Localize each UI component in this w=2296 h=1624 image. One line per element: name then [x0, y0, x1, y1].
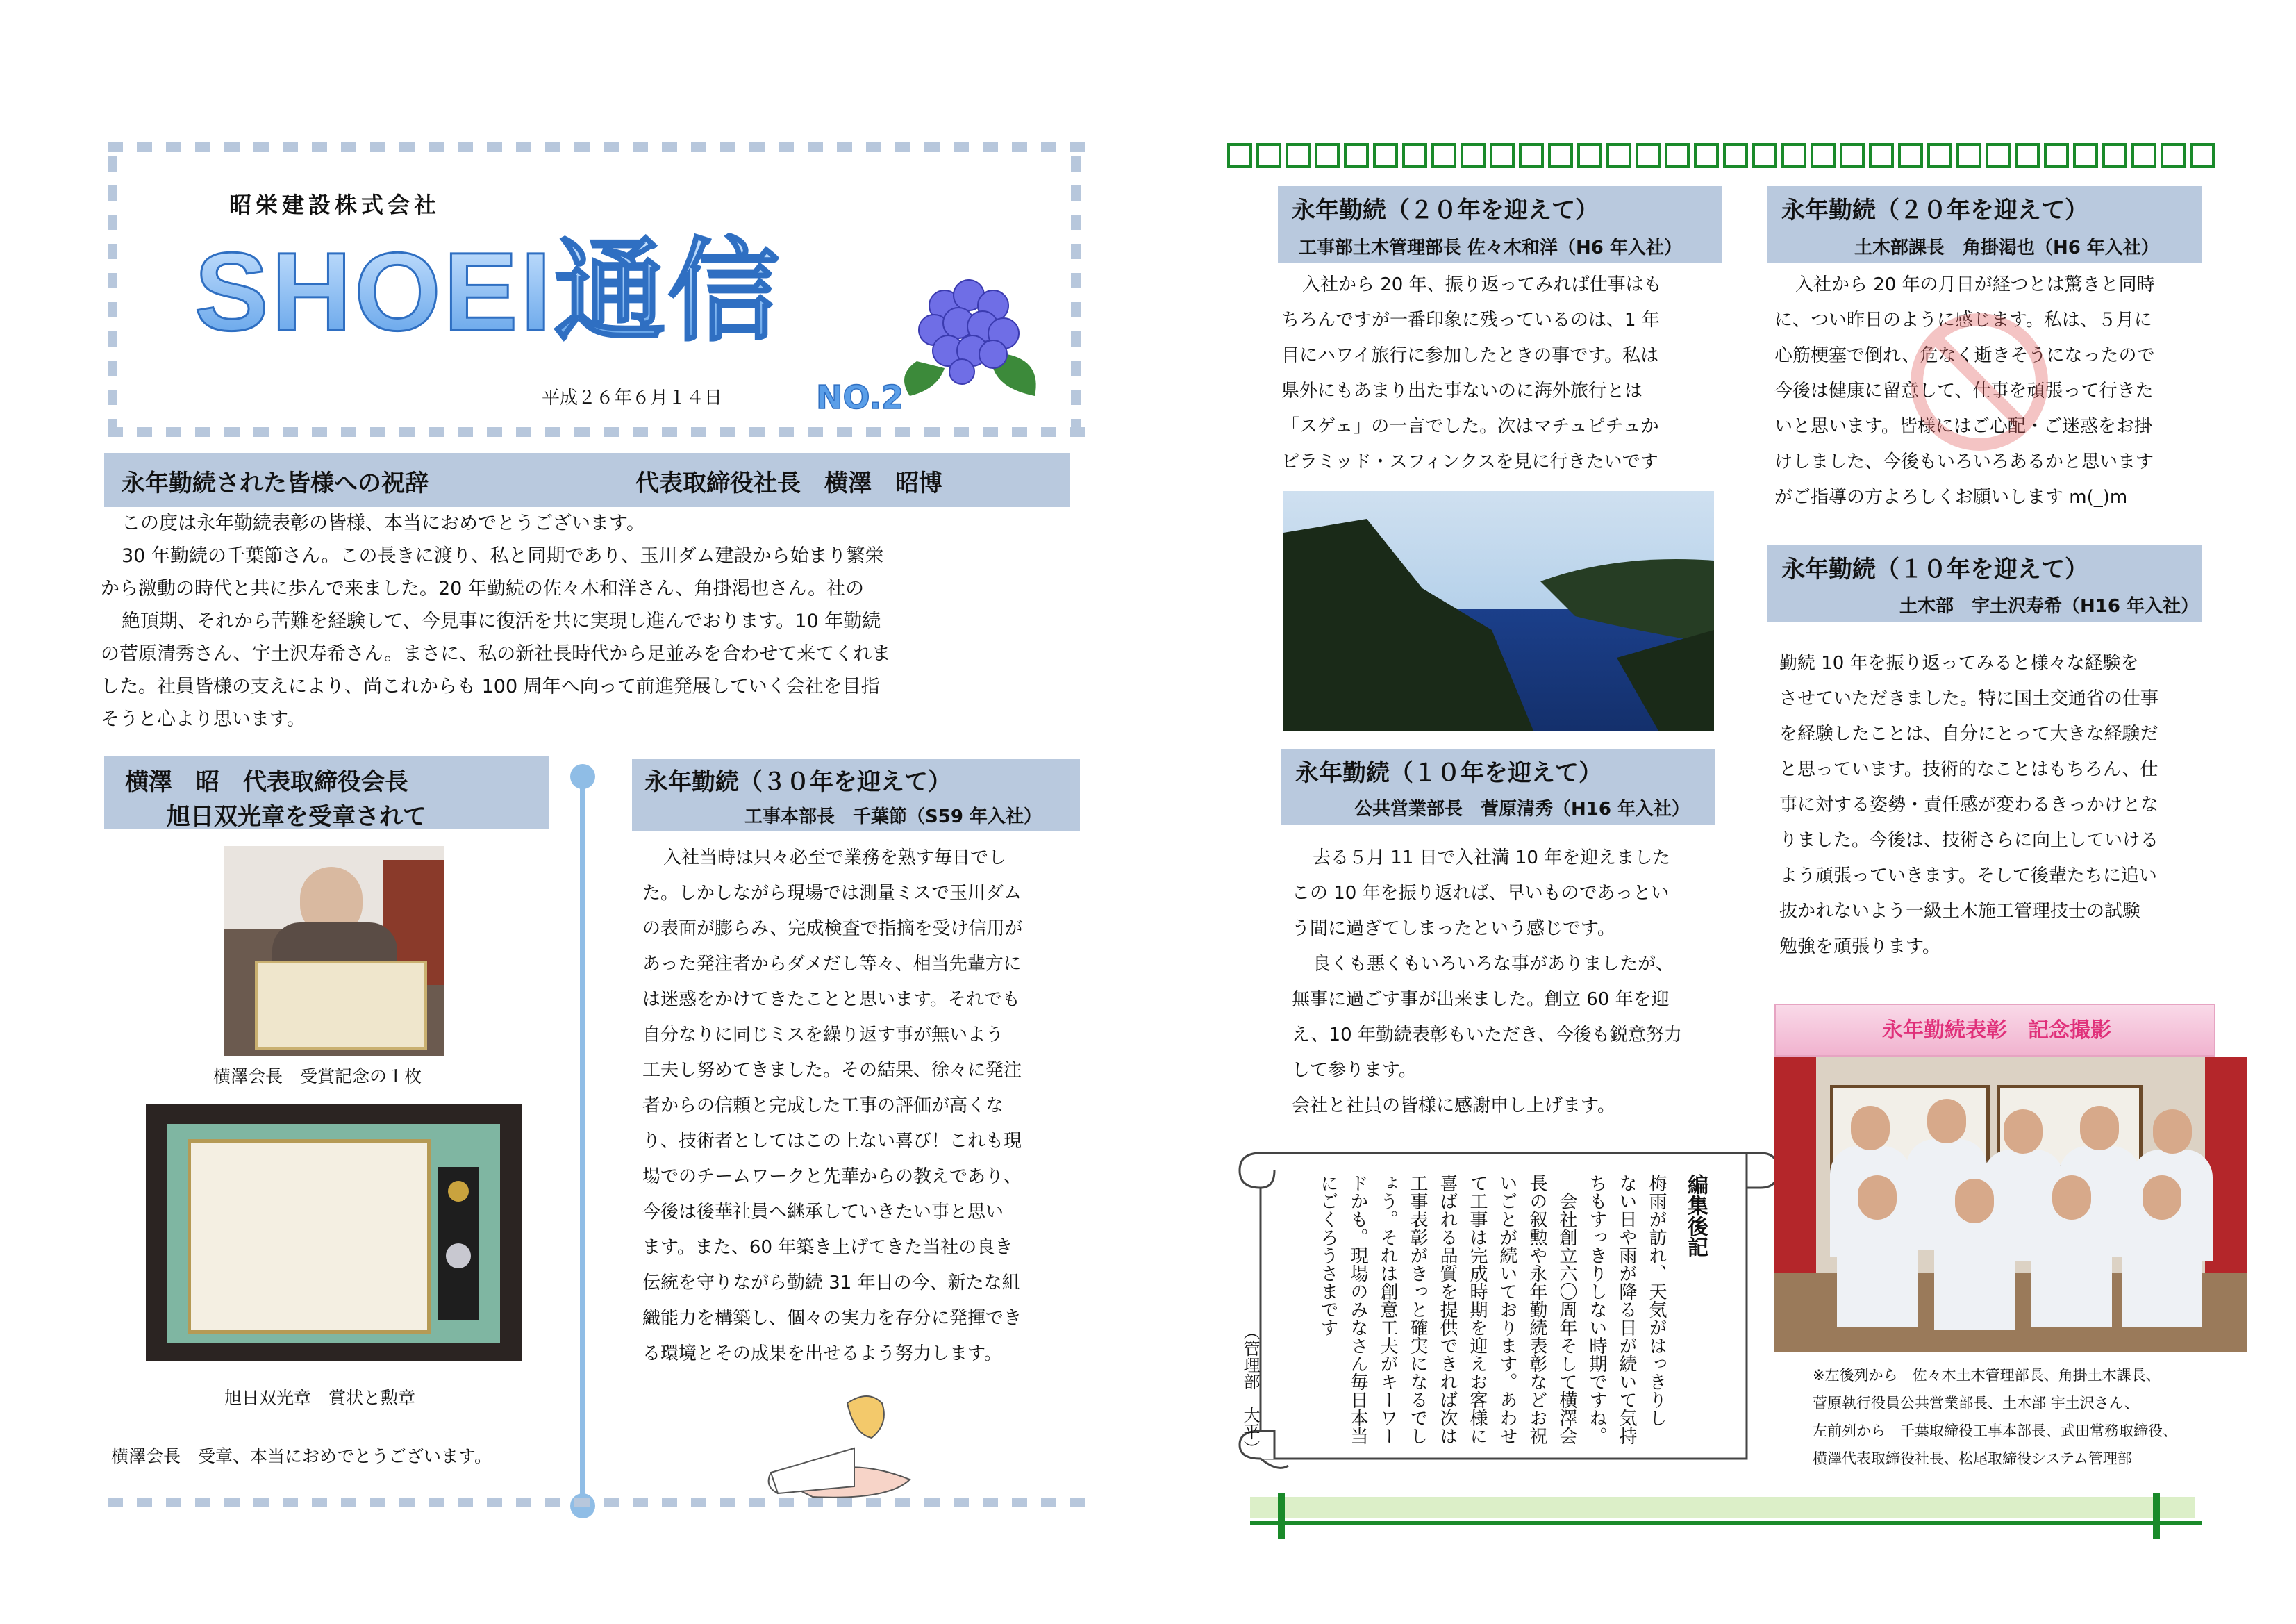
article20a-author: 工事部土木管理部長 佐々木和洋（H6 年入社） — [1299, 238, 1682, 258]
chairman-photo — [224, 846, 444, 1056]
article20b-author: 土木部課長 角掛渇也（H6 年入社） — [1854, 238, 2159, 258]
timeline-line — [580, 777, 585, 1513]
article20a-text: 入社から 20 年、振り返ってみれば仕事はも ちろんですが一番印象に残っているのは、1 年 目にハワイ旅行に参加したときの事です。私は 県外にもあまり出た事ないのに海外旅行とは 「スゲェ」の一言でした。次はマチュピチュか ピラミッド・スフィンクスを見に行きたいです — [1281, 274, 1662, 472]
article30-title: 永年勤続（３０年を迎えて） — [644, 768, 951, 796]
article20a-title: 永年勤続（２０年を迎えて） — [1292, 197, 1599, 224]
green-bottom-line — [1250, 1521, 2202, 1525]
article20b-title: 永年勤続（２０年を迎えて） — [1781, 197, 2088, 224]
bottom-dotted-border — [104, 1492, 1090, 1513]
greeting-text: この度は永年勤続表彰の皆様、本当におめでとうございます。 30 年勤続の千葉節さん。この長きに渡り、私と同期であり、玉川ダム建設から始まり繁栄 から激動の時代と共に歩んで来ました。20 年勤続の佐々木和洋さん、角掛渇也さん。社の 絶頂期、それから苦難を経験して、今見事に復活を共に実現し進んでおります。10 年勤続 の菅原清秀さん、宇土沢寿希さん。まさに、私の新社長時代から足並みを合わせて来てくれま した。社員皆様の支えにより、尚これからも 100 周年へ向って前進発展していく会社を目指 そうと心より思います。 — [101, 513, 891, 730]
company-name: 昭栄建設株式会社 — [229, 192, 441, 218]
greeting-author: 代表取締役社長 横澤 昭博 — [635, 470, 942, 497]
article10a-author: 公共営業部長 菅原清秀（H16 年入社） — [1354, 799, 1690, 820]
article30-author: 工事本部長 千葉節（S59 年入社） — [744, 806, 1042, 827]
chairman-photo-caption: 横澤会長 受賞記念の１枚 — [213, 1066, 422, 1086]
certificate-photo — [146, 1104, 522, 1361]
svg-text:SHOEI通信: SHOEI通信 — [194, 229, 782, 354]
issue-date: 平成２６年６月１４日 — [542, 388, 723, 408]
group-photo — [1774, 1057, 2247, 1352]
article10b-title: 永年勤続（１０年を迎えて） — [1781, 556, 2088, 583]
award-congratulation: 横澤会長 受章、本当におめでとうございます。 — [111, 1446, 492, 1466]
issue-number: NO.2 — [816, 379, 904, 416]
green-bottom-cap-left — [1278, 1493, 1285, 1539]
article10b-author: 土木部 宇土沢寿希（H16 年入社） — [1899, 596, 2199, 617]
hydrangea-icon — [889, 257, 1049, 403]
green-bottom-cap-right — [2153, 1493, 2160, 1539]
editorial-signature: （管理部 大平） — [1240, 1323, 1260, 1457]
editorial-text: 梅雨が訪れ、天気がはっきりし ない日や雨が降る日が続いて気持 ちもすっきりしない時期ですね。 会社創立六〇周年そして横澤会 長の叙勲や永年勤続表彰などお祝 いごとが続いております。あわせ て工事は完成時期を迎えお客様に 喜ばれる品質を提供できれば次は 工事表彰がきっと確実になるでし ょう。それは創意工夫がキーワー ドかも。現場のみなさん毎日本当 にごくろうさまです — [1317, 1174, 1667, 1445]
masthead-title — [188, 219, 868, 358]
timeline-dot-top — [570, 764, 595, 789]
reading-woman-illustration — [750, 1382, 931, 1500]
green-square-border — [1226, 139, 2226, 174]
article10b-text: 勤続 10 年を振り返ってみると様々な経験を させていただきました。特に国土交通省の仕事 を経験したことは、自分にとって大きな経験だ と思っています。技術的なことはもちろん、仕 事に対する姿勢・責任感が変わるきっかけとな りました。今後は、技術さらに向上していける よう頑張っていきます。そして後輩たちに追い 抜かれないよう一級土木施工管理技士の試験 勉強を頑張ります。 — [1779, 653, 2159, 957]
greeting-heading: 永年勤続された皆様への祝辞 — [122, 470, 429, 497]
article20b-text: 入社から 20 年の月日が経つとは驚きと同時 に、つい昨日のように感じます。私は、５月に 心筋梗塞で倒れ、危なく逝きそうになったので 今後は健康に留意して、仕事を頑張って行きた いと思います。皆様にはご心配・ご迷惑をお掛 けしました、今後もいろいろあるかと思います がご指導の方よろしくお願いします m(_)m — [1774, 274, 2155, 508]
group-photo-banner-text: 永年勤続表彰 記念撮影 — [1882, 1018, 2111, 1043]
article10a-text: 去る５月 11 日で入社満 10 年を迎えました この 10 年を振り返れば、早いものであっとい う間に過ぎてしまったという感じです。 良くも悪くもいろいろな事がありましたが、 無事に過ごす事が出来ました。創立 60 年を迎 え、10 年勤続表彰もいただき、今後も鋭意努力 して参ります。 会社と社員の皆様に感謝申し上げます。 — [1292, 847, 1682, 1116]
article30-text: 入社当時は只々必至で業務を熟す毎日でし た。しかしながら現場では測量ミスで玉川ダム の表面が膨らみ、完成検査で指摘を受け信用が あった発注者からダメだし等々、相当先輩方に は迷惑をかけてきたことと思います。それでも 自分なりに同じミスを繰り返す事が無いよう 工夫し努めてきました。その結果、徐々に発注 者からの信頼と完成した工事の評価が高くな り、技術者としてはこの上ない喜び！これも現 場でのチームワークと先華からの教えであり、 今後は後華社員へ継承していきたい事と思い ます。また、60 年築き上げてきた当社の良き 伝統を守りながら勤続 31 年目の今、新たな組 織能力を構築し、個々の実力を存分に発揮でき る環境とその成果を出せるよう努力します。 — [642, 847, 1023, 1364]
award-heading-1: 横澤 昭 代表取締役会長 — [125, 768, 408, 796]
award-heading-2: 旭日双光章を受章されて — [167, 803, 426, 831]
no-symbol-watermark — [1903, 306, 2056, 458]
group-photo-caption: ※左後列から 佐々木土木管理部長、角掛土木課長、 菅原執行役員公共営業部長、土木部 宇土沢さん、 左前列から 千葉取締役工事本部長、武田常務取締役、 横澤代表取締役社長、松尾取締役システム管理部 — [1813, 1367, 2177, 1467]
article10a-title: 永年勤続（１０年を迎えて） — [1295, 759, 1602, 787]
editorial-title: 編集後記 — [1683, 1174, 1708, 1257]
certificate-photo-caption: 旭日双光章 賞状と勲章 — [224, 1388, 416, 1408]
sea-landscape-photo — [1283, 491, 1714, 731]
green-bottom-band — [1250, 1497, 2195, 1518]
